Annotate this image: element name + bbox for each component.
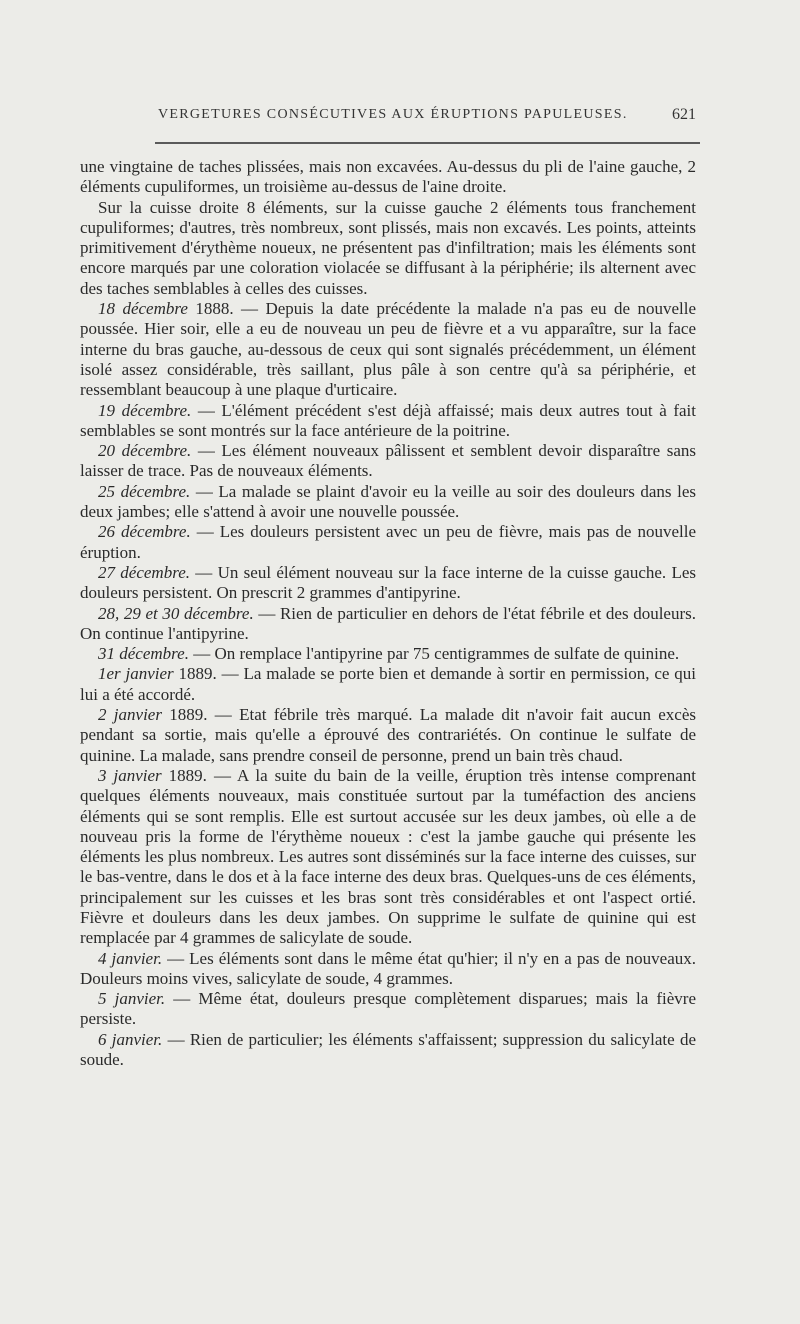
running-head [80,107,696,129]
entry-text: — Même état, douleurs presque complètement disparues; mais la fièvre persiste. [80,989,696,1029]
entry-date: 31 décembre. [98,644,189,664]
entry-date: 4 janvier. [98,948,163,968]
page-number: 621 [672,106,696,123]
entry-2-janvier [80,705,696,766]
entry-1-janvier [80,664,696,705]
entry-date: 5 janvier. [98,989,166,1009]
entry-text: 1888. — Depuis la date précédente la malade n'a pas eu de nouvelle poussée. Hier soir, elle a eu de nouveau un peu de fièvre et a vu apparaître, sur la face interne du bras gauche, au-dessous de ceux qui sont signalés précédemment, un élément isolé assez considérable, très saillant, plus pâle à son centre qu'à sa périphérie, et ressemblant beaucoup à une plaque d'urticaire. [80,299,696,400]
entry-text: — Un seul élément nouveau sur la face interne de la cuisse gauche. Les douleurs persistent. On prescrit 2 grammes d'antipyrine. [80,562,697,603]
entry-text: 1889. — Etat fébrile très marqué. La malade dit n'avoir fait aucun excès pendant sa sortie, mais qu'elle a éprouvé des contrariétés. On continue le sulfate de quinine. La malade, sans prendre conseil de personne, prend un bain très chaud. [80,705,697,765]
paragraph-text: Sur la cuisse droite 8 éléments, sur la cuisse gauche 2 éléments tous franchement cupuliformes; d'autres, très nombreux, sont plissés, mais non excavés. Les points, atteints primitivement d'érythème noueux, ne présentent pas d'infiltration; mais les éléments sont encore marqués par une coloration violacée se diffusant à la périphérie; ils alternent avec des taches semblables à celles des cuisses. [80,197,696,298]
paragraph-1 [80,157,696,198]
entry-text: 1889. — A la suite du bain de la veille, éruption très intense comprenant quelques éléments nouveaux, mais constituée surtout par la tuméfaction des anciens éléments qui se sont remplis. Elle est surtout accusée sur les deux jambes, où elle a de nouveau pris la forme de l'érythème noueux : c'est la jambe gauche qui présente les éléments les plus nombreux. Les autres sont disséminés sur la face interne des cuisses, sur le bas-ventre, dans le dos et à la face interne des deux bras. Quelques-uns de ces éléments, principalement sur les cuisses et les bras sont très considérables et ont l'aspect ortié. Fièvre et douleurs dans les deux jambes. On supprime le sulfate de quinine qui est remplacée par 4 grammes de salicylate de soude. [80,765,697,948]
header-rule [155,142,700,144]
entry-date: 2 janvier [98,705,162,725]
entry-text: — On remplace l'antipyrine par 75 centigrammes de sulfate de quinine. [188,644,680,664]
entry-date: 6 janvier. [98,1029,163,1049]
paragraph-text: une vingtaine de taches plissées, mais non excavées. Au-dessus du pli de l'aine gauche, 2 éléments cupuliformes, un troisième au-dessus de l'aine droite. [80,157,696,197]
entry-text: — Les élément nouveaux pâlissent et semblent devoir disparaître sans laisser de trace. Pas de nouveaux éléments. [80,441,696,481]
entry-text: — Rien de particulier; les éléments s'affaissent; suppression du salicylate de soude. [80,1029,696,1070]
entry-date: 19 décembre. [98,400,192,420]
entry-text: — Les éléments sont dans le même état qu'hier; il n'y en a pas de nouveaux. Douleurs moins vives, salicylate de soude, 4 grammes. [80,948,696,988]
entry-18-decembre [80,299,696,400]
running-title: VERGETURES CONSÉCUTIVES AUX ÉRUPTIONS PAPULEUSES. [158,107,628,122]
entry-27-decembre [80,563,696,604]
body-text [80,157,696,1070]
entry-text: — La malade se plaint d'avoir eu la veille au soir des douleurs dans les deux jambes; elle s'attend à avoir une nouvelle poussée. [80,481,696,522]
entry-4-janvier [80,949,696,990]
entry-19-decembre [80,401,696,442]
entry-20-decembre [80,441,696,482]
entry-date: 20 décembre. [98,441,192,461]
entry-text: — Rien de particulier en dehors de l'état fébrile et des douleurs. On continue l'antipyrine. [80,603,696,643]
entry-26-decembre [80,522,696,563]
entry-25-decembre [80,482,696,523]
entry-6-janvier [80,1030,696,1071]
entry-5-janvier [80,989,696,1030]
entry-date: 18 décembre [98,299,188,319]
entry-date: 3 janvier [98,765,162,785]
entry-date: 1er janvier [98,664,174,684]
entry-text: 1889. — La malade se porte bien et demande à sortir en permission, ce qui lui a été accordé. [80,664,696,704]
entry-date: 25 décembre. [98,481,191,501]
entry-date: 28, 29 et 30 décembre. [98,603,254,623]
paragraph-2 [80,198,696,299]
entry-28-30-decembre [80,604,696,645]
entry-date: 27 décembre. [98,562,190,582]
entry-text: — Les douleurs persistent avec un peu de fièvre, mais pas de nouvelle éruption. [80,522,696,562]
entry-date: 26 décembre. [98,522,191,542]
entry-3-janvier [80,766,696,949]
entry-31-decembre [80,644,696,664]
entry-text: — L'élément précédent s'est déjà affaissé; mais deux autres tout à fait semblables se sont montrés sur la face antérieure de la poitrine. [80,400,696,440]
